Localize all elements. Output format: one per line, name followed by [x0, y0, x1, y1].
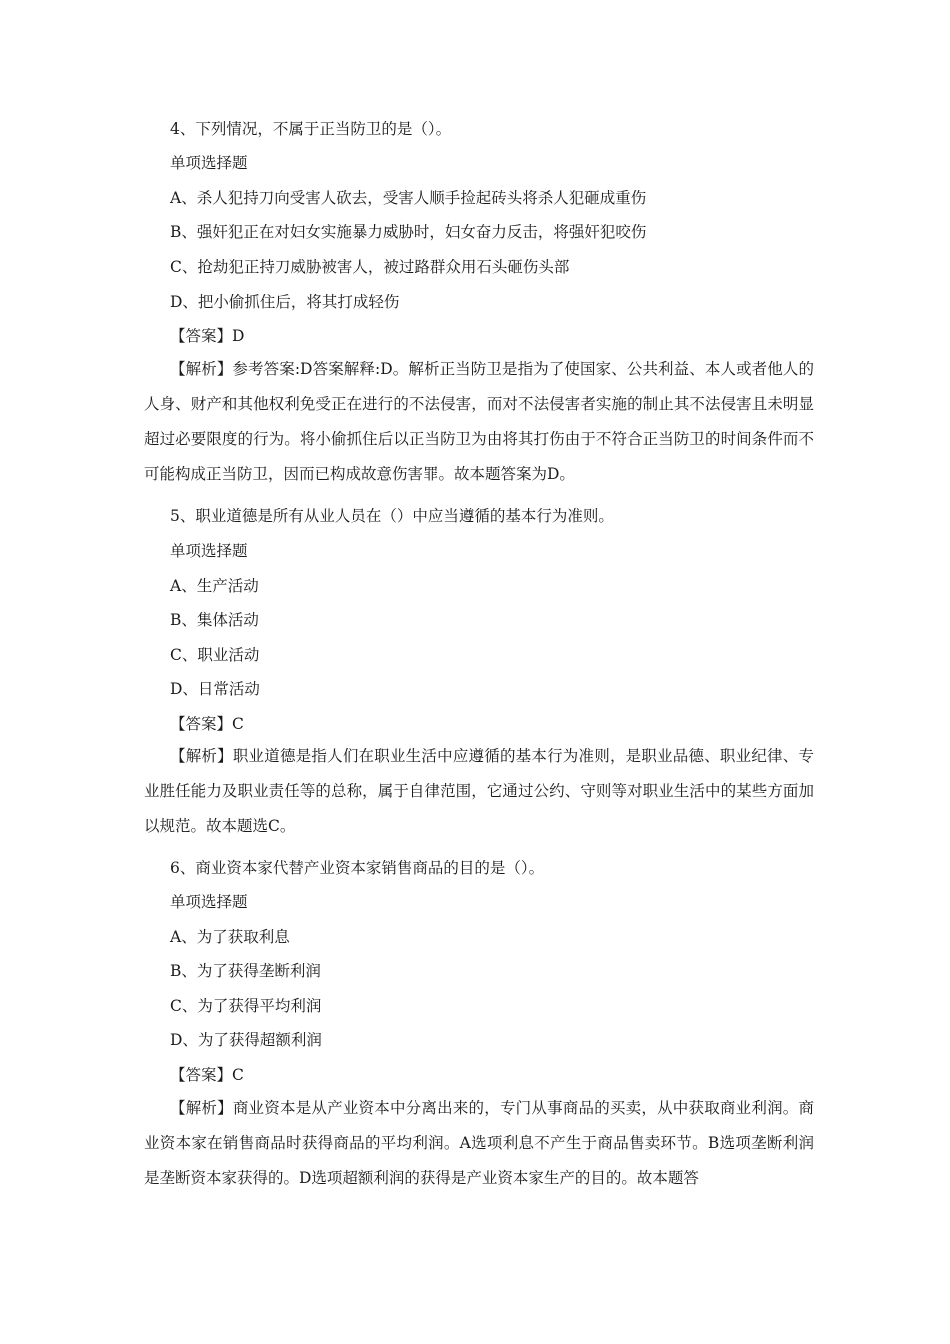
question-4-stem: 4、下列情况，不属于正当防卫的是（）。	[170, 120, 452, 138]
question-5-option-b: B、集体活动	[170, 611, 259, 629]
question-5-option-c: C、职业活动	[170, 646, 260, 664]
question-4-option-b: B、强奸犯正在对妇女实施暴力威胁时，妇女奋力反击，将强奸犯咬伤	[170, 223, 647, 241]
question-5-option-d: D、日常活动	[170, 680, 260, 698]
question-6-analysis: 【解析】商业资本是从产业资本中分离出来的，专门从事商品的买卖，从中获取商业利润。商业资本家在销售商品时获得商品的平均利润。A选项利息不产生于商品售卖环节。B选项垄断利润是垄断资本家获得的。D选项超额利润的获得是产业资本家生产的目的。故本题答	[144, 1099, 814, 1187]
question-6-option-d: D、为了获得超额利润	[170, 1031, 322, 1049]
question-4-answer: 【答案】D	[170, 327, 245, 345]
question-6-option-b: B、为了获得垄断利润	[170, 962, 321, 980]
question-5-answer: 【答案】C	[170, 715, 244, 733]
question-5-analysis: 【解析】职业道德是指人们在职业生活中应遵循的基本行为准则，是职业品德、职业纪律、专业胜任能力及职业责任等的总称，属于自律范围，它通过公约、守则等对职业生活中的某些方面加以规范。故本题选C。	[144, 747, 814, 835]
question-6-stem: 6、商业资本家代替产业资本家销售商品的目的是（）。	[170, 859, 545, 877]
question-6-option-a: A、为了获取利息	[170, 928, 290, 946]
question-5-stem: 5、职业道德是所有从业人员在（）中应当遵循的基本行为准则。	[170, 507, 614, 525]
question-5-type: 单项选择题	[170, 542, 248, 560]
question-6-answer: 【答案】C	[170, 1066, 244, 1084]
question-4-option-d: D、把小偷抓住后，将其打成轻伤	[170, 293, 400, 311]
question-4-option-a: A、杀人犯持刀向受害人砍去，受害人顺手捡起砖头将杀人犯砸成重伤	[170, 189, 647, 207]
question-6-option-c: C、为了获得平均利润	[170, 997, 322, 1015]
question-4-analysis: 【解析】参考答案:D答案解释:D。解析正当防卫是指为了使国家、公共利益、本人或者他人的人身、财产和其他权利免受正在进行的不法侵害，而对不法侵害者实施的制止其不法侵害且未明显超过必要限度的行为。将小偷抓住后以正当防卫为由将其打伤由于不符合正当防卫的时间条件而不可能构成正当防卫，因而已构成故意伤害罪。故本题答案为D。	[144, 360, 814, 483]
question-6-type: 单项选择题	[170, 893, 248, 911]
question-4-type: 单项选择题	[170, 154, 248, 172]
question-5-option-a: A、生产活动	[170, 577, 259, 595]
question-4-option-c: C、抢劫犯正持刀威胁被害人，被过路群众用石头砸伤头部	[170, 258, 570, 276]
